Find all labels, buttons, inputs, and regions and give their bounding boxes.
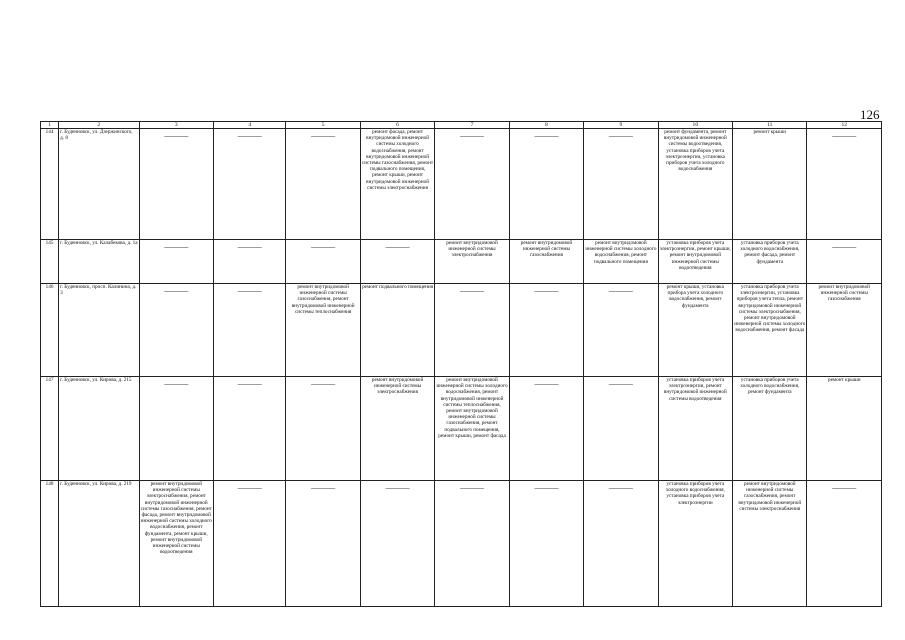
dash-mark: ——— xyxy=(164,286,189,295)
work-cell-col10: установка приборов учета электроэнергии, ремонт внутридомовой инженерной системы водоотведения xyxy=(658,377,732,481)
empty-cell-col7 xyxy=(435,284,509,377)
work-cell-col9: ремонт внутридомовой инженерной системы холодного водоснабжения, ремонт подвального помещения xyxy=(584,240,658,284)
work-cell-col11: установка приборов учета холодного водоснабжения, ремонт фундамента xyxy=(733,377,807,481)
dash-mark: ——— xyxy=(534,286,559,295)
work-cell-col7: ремонт внутридомовой инженерной системы холодного водоснабжения, ремонт внутридомовой инженерной системы теплоснабжения, ремонт внутридомовой инженерной системы газоснабжения, ремонт подвального помещения, ремонт крыши, ремонт фасада xyxy=(435,377,509,481)
empty-cell-col3 xyxy=(139,129,213,240)
work-cell-col3: ремонт внутридомовой инженерной системы электроснабжения, ремонт внутридомовой инженерной системы газоснабжения, ремонт фасада, ремонт внутридомовой инженерной системы холодного водоснабжения, ремонт фундамента, ремонт крыши, ремонт внутридомовой инженерной системы водоотведения xyxy=(139,481,213,607)
column-number-10: 10 xyxy=(658,122,732,129)
empty-cell-col8 xyxy=(509,481,583,607)
table-row xyxy=(41,129,882,240)
address-cell: г. Буденновск, ул. Дзержинского, д. 8 xyxy=(59,129,139,240)
empty-cell-col3 xyxy=(139,284,213,377)
empty-cell-col4 xyxy=(214,284,286,377)
empty-cell-col9 xyxy=(584,284,658,377)
column-number-2: 2 xyxy=(59,122,139,129)
work-cell-col6: ремонт подвального помещения xyxy=(360,284,434,377)
empty-cell-col6 xyxy=(360,481,434,607)
row-number: 144 xyxy=(41,129,59,240)
dash-mark: ——— xyxy=(608,379,633,388)
work-cell-col10: ремонт крыши, установка прибора учета холодного водоснабжения, ремонт фундамента xyxy=(658,284,732,377)
row-number: 146 xyxy=(41,284,59,377)
work-cell-col5: ремонт внутридомовой инженерной системы газоснабжения, ремонт внутридомовой инженерной системы теплоснабжения xyxy=(286,284,360,377)
dash-mark: ——— xyxy=(534,131,559,140)
dash-mark: ——— xyxy=(460,483,485,492)
dash-mark: ——— xyxy=(311,242,336,251)
dash-mark: ——— xyxy=(385,483,410,492)
column-number-row xyxy=(41,122,882,129)
column-number-1: 1 xyxy=(41,122,59,129)
empty-cell-col5 xyxy=(286,377,360,481)
empty-cell-col9 xyxy=(584,481,658,607)
dash-mark: ——— xyxy=(311,379,336,388)
work-cell-col10: ремонт фундамента, ремонт внутридомовой инженерной системы водоотведения, установка приборов учета электроэнергии, установка приборов учета холодного водоснабжения xyxy=(658,129,732,240)
dash-mark: ——— xyxy=(608,286,633,295)
work-cell-col8: ремонт внутридомовой инженерной системы газоснабжения xyxy=(509,240,583,284)
column-number-6: 6 xyxy=(360,122,434,129)
capital-repair-table xyxy=(40,121,882,607)
empty-cell-col9 xyxy=(584,129,658,240)
table-row xyxy=(41,481,882,607)
empty-cell-col8 xyxy=(509,284,583,377)
dash-mark: ——— xyxy=(237,131,262,140)
row-number: 145 xyxy=(41,240,59,284)
empty-cell-col4 xyxy=(214,129,286,240)
work-cell-col12: ремонт крыши xyxy=(807,377,882,481)
empty-cell-col12 xyxy=(807,481,882,607)
empty-cell-col9 xyxy=(584,377,658,481)
empty-cell-col7 xyxy=(435,481,509,607)
dash-mark: ——— xyxy=(460,286,485,295)
address-cell: г. Буденновск, ул. Кирова, д. 219 xyxy=(59,481,139,607)
dash-mark: ——— xyxy=(608,131,633,140)
dash-mark: ——— xyxy=(832,483,857,492)
work-cell-col7: ремонт внутридомовой инженерной системы электроснабжения xyxy=(435,240,509,284)
table-row xyxy=(41,377,882,481)
work-cell-col10: установка приборов учета холодного водоснабжения, установка приборов учета электроэнергии xyxy=(658,481,732,607)
dash-mark: ——— xyxy=(534,483,559,492)
row-number: 147 xyxy=(41,377,59,481)
column-number-4: 4 xyxy=(214,122,286,129)
dash-mark: ——— xyxy=(385,242,410,251)
address-cell: г. Буденновск, ул. Кирова, д. 215 xyxy=(59,377,139,481)
column-number-9: 9 xyxy=(584,122,658,129)
work-cell-col10: установка приборов учета электроэнергии, ремонт крыши, ремонт внутридомовой инженерной системы водоотведения xyxy=(658,240,732,284)
dash-mark: ——— xyxy=(608,483,633,492)
dash-mark: ——— xyxy=(460,131,485,140)
work-cell-col11: ремонт крыши xyxy=(733,129,807,240)
dash-mark: ——— xyxy=(832,131,857,140)
table-row xyxy=(41,240,882,284)
empty-cell-col6 xyxy=(360,240,434,284)
empty-cell-col4 xyxy=(214,240,286,284)
column-number-3: 3 xyxy=(139,122,213,129)
dash-mark: ——— xyxy=(164,131,189,140)
dash-mark: ——— xyxy=(164,379,189,388)
work-cell-col6: ремонт фасада, ремонт внутридомовой инженерной системы холодного водоснабжения, ремонт внутридомовой инженерной системы газоснабжения, ремонт подвального помещения, ремонт крыши, ремонт внутридомовой инженерной системы электроснабжения xyxy=(360,129,434,240)
empty-cell-col7 xyxy=(435,129,509,240)
dash-mark: ——— xyxy=(237,379,262,388)
column-number-11: 11 xyxy=(733,122,807,129)
table-row xyxy=(41,284,882,377)
column-number-5: 5 xyxy=(286,122,360,129)
empty-cell-col3 xyxy=(139,377,213,481)
empty-cell-col5 xyxy=(286,481,360,607)
work-cell-col6: ремонт внутридомовой инженерной системы электроснабжения xyxy=(360,377,434,481)
empty-cell-col12 xyxy=(807,129,882,240)
work-cell-col11: установка приборов учета электроэнергии, установка приборов учета тепла, ремонт внутридомовой инженерной системы электроснабжения, ремонт внутридомовой инженерной системы холодного водоснабжения, ремонт фасада xyxy=(733,284,807,377)
page-number: 126 xyxy=(860,107,880,122)
work-cell-col11: установка приборов учета холодного водоснабжения, ремонт фасада, ремонт фундамента xyxy=(733,240,807,284)
empty-cell-col8 xyxy=(509,377,583,481)
address-cell: г. Буденновск, просп. Калинина, д. 3 xyxy=(59,284,139,377)
dash-mark: ——— xyxy=(832,242,857,251)
empty-cell-col4 xyxy=(214,481,286,607)
empty-cell-col8 xyxy=(509,129,583,240)
work-cell-col12: ремонт внутридомовой инженерной системы газоснабжения xyxy=(807,284,882,377)
empty-cell-col5 xyxy=(286,240,360,284)
dash-mark: ——— xyxy=(534,379,559,388)
empty-cell-col5 xyxy=(286,129,360,240)
empty-cell-col4 xyxy=(214,377,286,481)
dash-mark: ——— xyxy=(237,286,262,295)
column-number-12: 12 xyxy=(807,122,882,129)
dash-mark: ——— xyxy=(237,483,262,492)
empty-cell-col12 xyxy=(807,240,882,284)
column-number-7: 7 xyxy=(435,122,509,129)
dash-mark: ——— xyxy=(311,131,336,140)
row-number: 148 xyxy=(41,481,59,607)
work-cell-col11: ремонт внутридомовой инженерной системы газоснабжения, ремонт внутридомовой инженерной системы электроснабжения xyxy=(733,481,807,607)
address-cell: г. Буденновск, ул. Калабекова, д. 1а xyxy=(59,240,139,284)
dash-mark: ——— xyxy=(311,483,336,492)
column-number-8: 8 xyxy=(509,122,583,129)
dash-mark: ——— xyxy=(237,242,262,251)
empty-cell-col3 xyxy=(139,240,213,284)
dash-mark: ——— xyxy=(164,242,189,251)
